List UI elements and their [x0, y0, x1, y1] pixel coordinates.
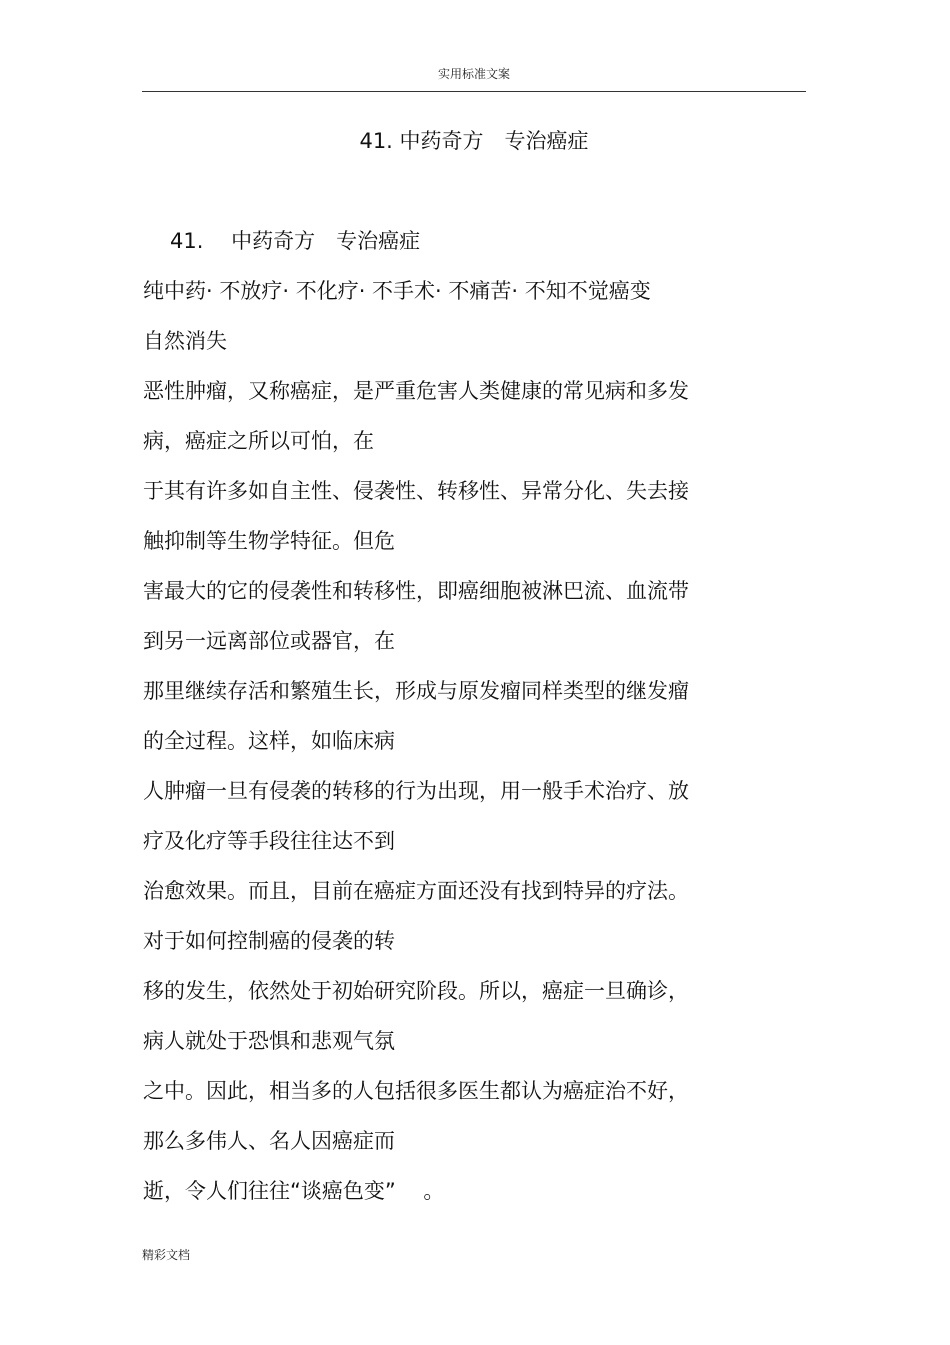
body-line: 自然消失 [143, 329, 227, 353]
body-text [143, 266, 783, 1216]
body-line: 害最大的它的侵袭性和转移性，即癌细胞被淋巴流、血流带 [143, 579, 689, 603]
body-line: 逝，令人们往往“谈癌色变” 。 [143, 1179, 445, 1203]
body-line: 病，癌症之所以可怕，在 [143, 429, 374, 453]
document-subtitle: 41. 中药奇方 专治癌症 [170, 229, 421, 253]
body-line: 治愈效果。而且，目前在癌症方面还没有找到特异的疗法。 [143, 879, 689, 903]
body-line: 恶性肿瘤，又称癌症，是严重危害人类健康的常见病和多发 [143, 379, 689, 403]
body-line: 触抑制等生物学特征。但危 [143, 529, 395, 553]
body-line: 疗及化疗等手段往往达不到 [143, 829, 395, 853]
body-line: 对于如何控制癌的侵袭的转 [143, 929, 395, 953]
document-title: 41. 中药奇方 专治癌症 [359, 129, 589, 153]
body-line: 于其有许多如自主性、侵袭性、转移性、异常分化、失去接 [143, 479, 689, 503]
body-line: 移的发生，依然处于初始研究阶段。所以，癌症一旦确诊， [143, 979, 689, 1003]
body-line: 之中。因此，相当多的人包括很多医生都认为癌症治不好， [143, 1079, 689, 1103]
header-divider [142, 91, 806, 92]
body-line: 那么多伟人、名人因癌症而 [143, 1129, 395, 1153]
body-line: 人肿瘤一旦有侵袭的转移的行为出现，用一般手术治疗、放 [143, 779, 689, 803]
page-footer: 精彩文档 [142, 1248, 191, 1262]
page-header: 实用标准文案 [437, 67, 510, 81]
body-line: 病人就处于恐惧和悲观气氛 [143, 1029, 395, 1053]
body-line: 那里继续存活和繁殖生长，形成与原发瘤同样类型的继发瘤 [143, 679, 689, 703]
body-line: 纯中药· 不放疗· 不化疗· 不手术· 不痛苦· 不知不觉癌变 [143, 279, 651, 303]
body-line: 的全过程。这样，如临床病 [143, 729, 395, 753]
body-line: 到另一远离部位或器官，在 [143, 629, 395, 653]
